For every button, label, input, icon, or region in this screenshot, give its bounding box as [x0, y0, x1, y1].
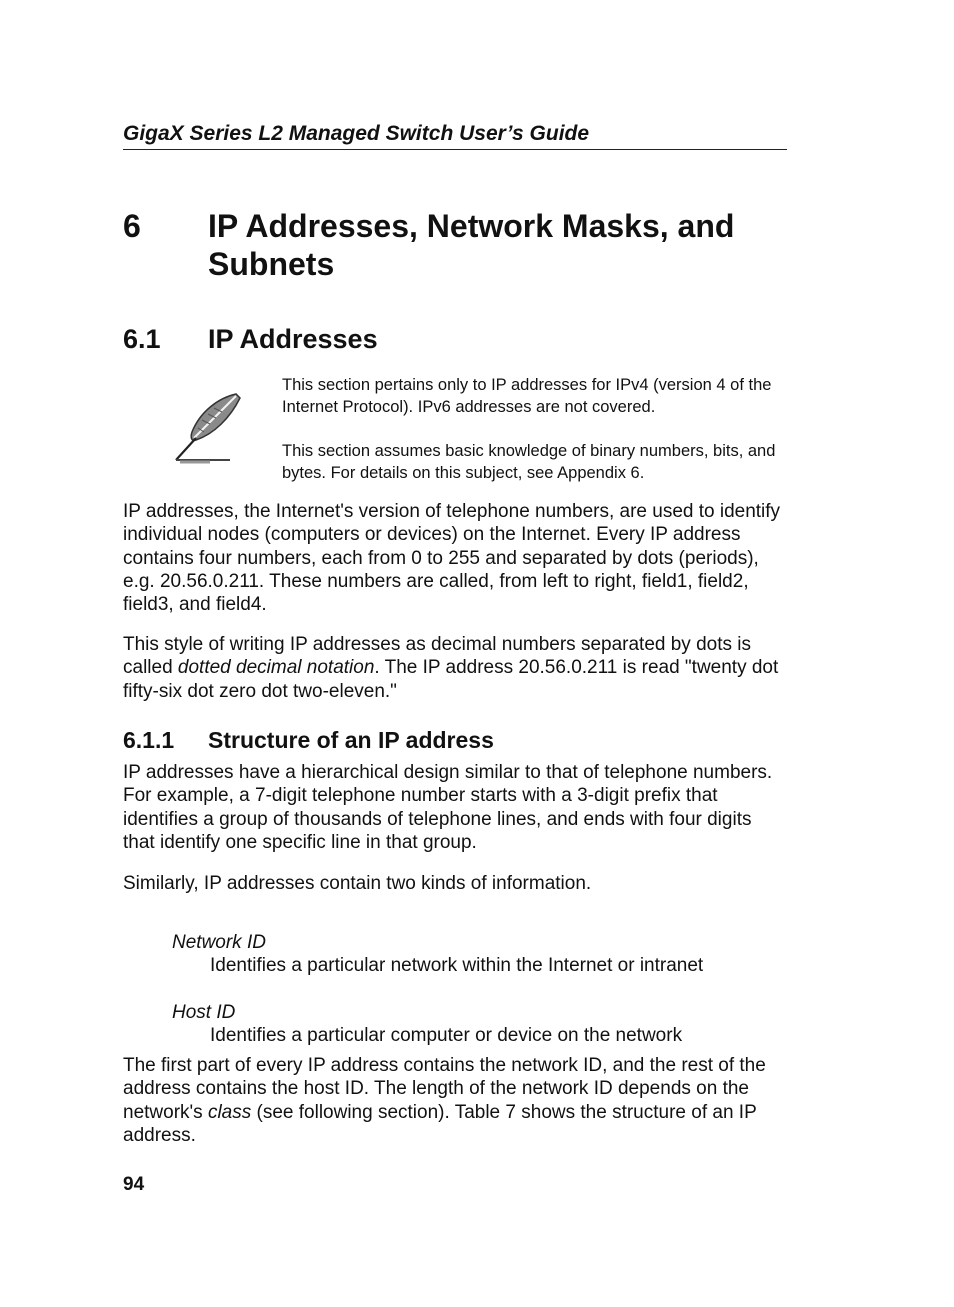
term-host-id: Host ID: [172, 1002, 236, 1023]
definition-network-id: Identifies a particular network within the Internet or intranet: [210, 955, 704, 976]
paragraph-two-kinds: Similarly, IP addresses contain two kinds of information.: [123, 873, 592, 894]
feather-pen-icon: [170, 390, 246, 466]
paragraph-ip-intro: IP addresses, the Internet's version of telephone numbers, are used to identify individual nodes (computers or devices) on the Internet. Every IP address contains four numbers, each from 0 to 255 and separated by dots (periods), e.g. 20.56.0.211. These numbers are called, from left to right, field1, field2, field3, and field4.: [123, 501, 781, 616]
page-number: 94: [123, 1174, 145, 1195]
paragraph-hierarchy: IP addresses have a hierarchical design similar to that of telephone numbers. For example, a 7-digit telephone number starts with a 3-digit prefix that identifies a group of thousands of telephone lines, and ends with four digits that identify one specific line in that group.: [123, 762, 773, 853]
chapter-title: IP Addresses, Network Masks, and Subnets: [208, 208, 735, 282]
definition-host-id: Identifies a particular computer or device on the network: [210, 1025, 683, 1046]
paragraph-dotted-decimal: This style of writing IP addresses as decimal numbers separated by dots is called dotted decimal notation. The IP address 20.56.0.211 is read "twenty dot fifty-six dot zero dot two-eleven.": [123, 634, 779, 702]
chapter-number: 6: [123, 208, 141, 244]
paragraph-network-class: The first part of every IP address contains the network ID, and the rest of the address contains the host ID. The length of the network ID depends on the network's class (see following section). Table 7 shows the structure of an IP address.: [123, 1055, 766, 1146]
note-text-ipv4: This section pertains only to IP addresses for IPv4 (version 4 of the Internet Protocol). IPv6 addresses are not covered.: [282, 376, 772, 416]
emphasis-class: class: [207, 1101, 252, 1123]
section-title: IP Addresses: [208, 324, 378, 354]
emphasis-dotted-decimal: dotted decimal notation: [177, 657, 375, 679]
running-header: GigaX Series L2 Managed Switch User’s Guide: [123, 122, 787, 150]
section-number: 6.1: [123, 324, 161, 354]
subsection-number: 6.1.1: [123, 727, 175, 753]
subsection-title: Structure of an IP address: [208, 727, 494, 753]
note-text-prerequisite: This section assumes basic knowledge of binary numbers, bits, and bytes. For details on this subject, see Appendix 6.: [282, 442, 776, 482]
term-network-id: Network ID: [172, 932, 266, 953]
